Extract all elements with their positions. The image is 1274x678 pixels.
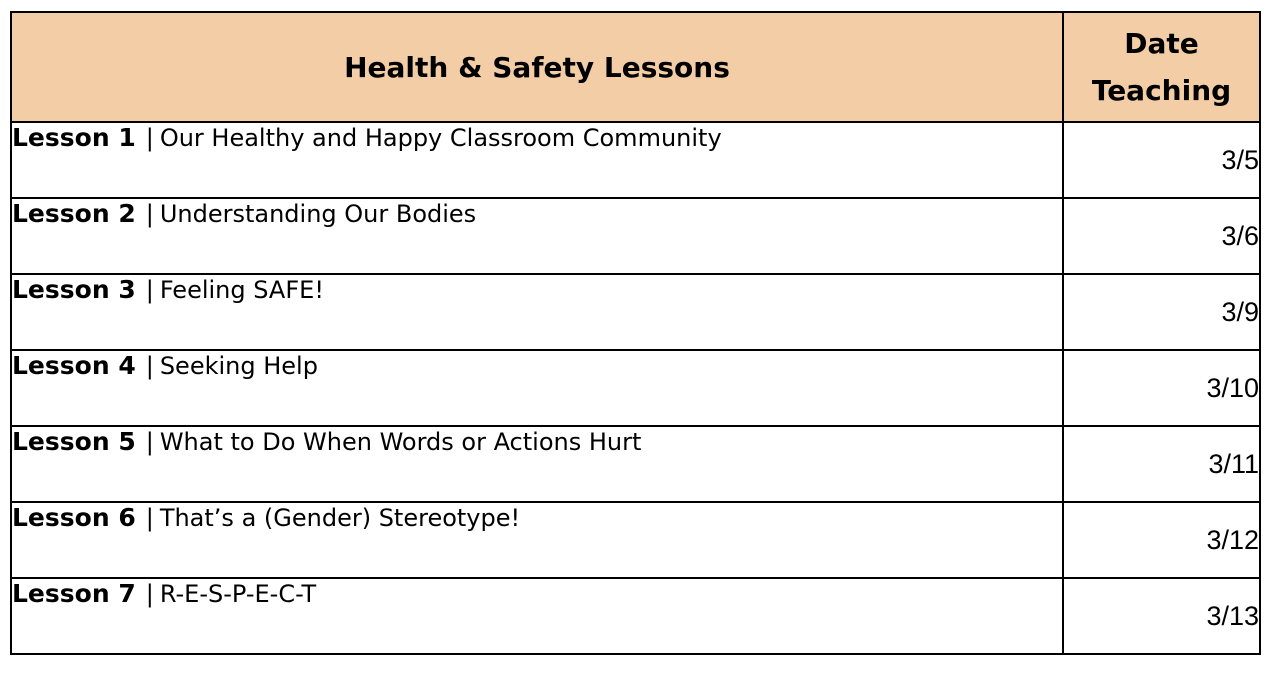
lessons-header: Health & Safety Lessons bbox=[11, 12, 1063, 122]
separator: | bbox=[145, 580, 154, 608]
date-cell: 3/13 bbox=[1063, 578, 1260, 654]
date-cell: 3/9 bbox=[1063, 274, 1260, 350]
separator: | bbox=[145, 428, 154, 456]
lesson-title: Feeling SAFE! bbox=[159, 276, 324, 304]
lesson-cell bbox=[11, 122, 1063, 198]
table-row bbox=[11, 426, 1260, 502]
table-row bbox=[11, 502, 1260, 578]
lessons-table bbox=[10, 11, 1261, 655]
date-cell: 3/5 bbox=[1063, 122, 1260, 198]
table-row bbox=[11, 198, 1260, 274]
lesson-number: Lesson 3 bbox=[12, 275, 136, 304]
date-header-line1: Date bbox=[1124, 27, 1199, 60]
separator: | bbox=[145, 352, 154, 380]
document-page bbox=[10, 11, 1261, 655]
separator: | bbox=[145, 200, 154, 228]
lesson-number: Lesson 6 bbox=[12, 503, 136, 532]
lesson-number: Lesson 5 bbox=[12, 427, 136, 456]
lesson-number: Lesson 7 bbox=[12, 579, 136, 608]
lesson-cell bbox=[11, 198, 1063, 274]
separator: | bbox=[145, 276, 154, 304]
lesson-title: Seeking Help bbox=[159, 352, 318, 380]
lesson-title: Our Healthy and Happy Classroom Community bbox=[159, 124, 722, 152]
lesson-cell bbox=[11, 578, 1063, 654]
date-cell: 3/11 bbox=[1063, 426, 1260, 502]
lesson-title: Understanding Our Bodies bbox=[159, 200, 477, 228]
separator: | bbox=[145, 124, 154, 152]
table-row bbox=[11, 122, 1260, 198]
header-row bbox=[11, 12, 1260, 122]
lesson-number: Lesson 4 bbox=[12, 351, 136, 380]
lesson-cell bbox=[11, 350, 1063, 426]
date-cell: 3/10 bbox=[1063, 350, 1260, 426]
lesson-title: R-E-S-P-E-C-T bbox=[159, 580, 317, 608]
table-row bbox=[11, 350, 1260, 426]
lesson-cell bbox=[11, 502, 1063, 578]
lesson-cell bbox=[11, 426, 1063, 502]
lesson-title: That’s a (Gender) Stereotype! bbox=[159, 504, 521, 532]
table-row bbox=[11, 274, 1260, 350]
table-row bbox=[11, 578, 1260, 654]
lesson-number: Lesson 1 bbox=[12, 123, 136, 152]
separator: | bbox=[145, 504, 154, 532]
lesson-number: Lesson 2 bbox=[12, 199, 136, 228]
lesson-cell bbox=[11, 274, 1063, 350]
date-cell: 3/12 bbox=[1063, 502, 1260, 578]
date-header bbox=[1063, 12, 1260, 122]
date-cell: 3/6 bbox=[1063, 198, 1260, 274]
date-header-line2: Teaching bbox=[1091, 74, 1232, 107]
lesson-title: What to Do When Words or Actions Hurt bbox=[159, 428, 642, 456]
